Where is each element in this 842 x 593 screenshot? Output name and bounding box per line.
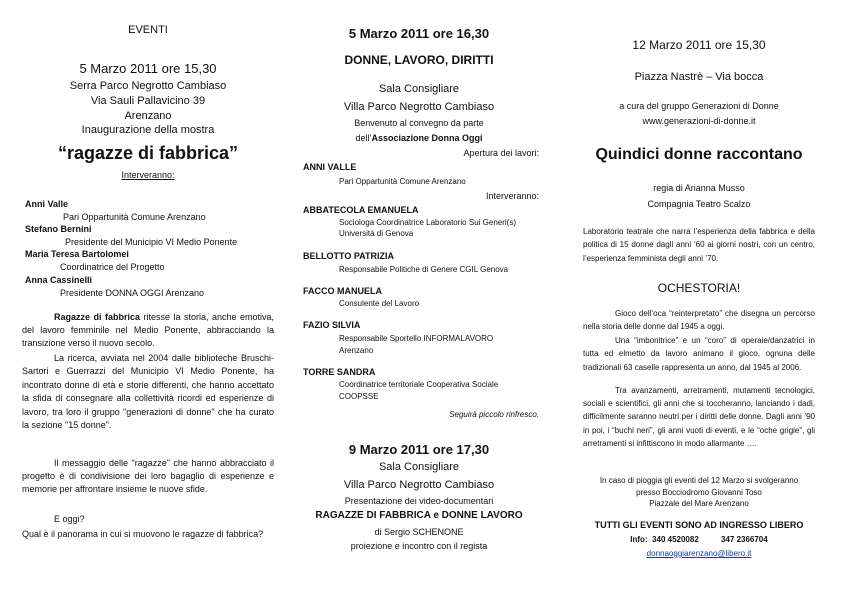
speaker-name: Anni Valle (25, 199, 69, 209)
speaker-role: Sociologa Coordinatrice Laboratorio Sui Generi(s) (339, 218, 516, 227)
column-spettacolo (583, 0, 815, 593)
exhibition-title: “ragazze di fabbrica” (57, 143, 239, 163)
event2-villa: Villa Parco Negrotto Cambiaso (343, 101, 495, 113)
speaker-affiliation: COOPSSE (339, 392, 379, 401)
video-titles: RAGAZZE DI FABBRICA e DONNE LAVORO (315, 510, 523, 521)
speaker-role: Responsabile Sportello INFORMALAVORO (339, 334, 494, 343)
question-line: E oggi? (54, 514, 85, 524)
speaker-role: Presidente DONNA OGGI Arenzano (60, 288, 205, 298)
speaker-role: Coordinatrice territoriale Cooperativa Sociale (339, 380, 499, 389)
video-screening: proiezione e incontro con il regista (350, 541, 488, 551)
opening-role: Pari Oppartunità Comune Arenzano (339, 177, 466, 186)
speaker-role: Coordinatrice del Progetto (60, 262, 165, 272)
speaker-affiliation: Arenzano (339, 346, 374, 355)
speaker-name: ABBATECOLA EMANUELA (303, 205, 419, 215)
speaker-name: Anna Cassinelli (25, 275, 93, 285)
event1-inauguration: Inaugurazione della mostra (81, 124, 215, 136)
speaker-role: Consulente del Lavoro (339, 299, 420, 308)
event1-city: Arenzano (124, 110, 172, 122)
opening-name: ANNI VALLE (303, 162, 357, 172)
speaker-role: Responsabile Politiche di Genere CGIL Genova (339, 265, 509, 274)
eventi-heading: EVENTI (128, 24, 168, 36)
welcome-line: Benvenuto al convegno da parte (354, 118, 484, 128)
event3-villa: Villa Parco Negrotto Cambiaso (343, 479, 495, 491)
video-director: di Sergio SCHENONE (374, 527, 464, 537)
email-link[interactable]: donnaoggiarenzano@libero.it (646, 549, 752, 558)
welcome-association: dell’Associazione Donna Oggi (355, 133, 483, 143)
show-title: Quindici donne raccontano (595, 146, 803, 163)
rain-address: Piazzale del Mare Arenzano (649, 499, 749, 508)
event4-place: Piazza Nastrè – Via bocca (634, 71, 764, 83)
speaker-name: FACCO MANUELA (303, 286, 382, 296)
ochestoria-title: OCHESTORIA! (657, 281, 741, 295)
intro-paragraph: Ragazze di fabbrica ritesse la storia, anche emotiva, del lavoro femminile nel Medio Ponente, abbracciando la transizione verso il nuovo secolo. (22, 312, 274, 348)
video-presentation: Presentazione dei video-documentari (344, 496, 494, 506)
curated-by: a cura del gruppo Generazioni di Donne (619, 101, 779, 111)
refreshment-note: Seguirà piccolo rinfresco. (449, 410, 539, 419)
show-direction: regia di Arianna Musso (653, 183, 745, 193)
game-description: Una “imbonitrice” e un “coro” di operaie/danzatrici in tutta ed elmetto da lavoro animano il gioco, ognuna delle tradizionali 63 caselle rappresenta un anno, dal 1945 al 2006. (583, 336, 815, 372)
event2-hall: Sala Consigliare (378, 83, 460, 95)
speaker-role: Presidente del Municipio VI Medio Ponente (65, 237, 238, 247)
email-row (583, 549, 815, 558)
speaker-name: FAZIO SILVIA (303, 320, 361, 330)
rain-note: In caso di pioggia gli eventi del 12 Marzo si svolgeranno (599, 476, 799, 485)
speaker-name: BELLOTTO PATRIZIA (303, 251, 394, 261)
speaker-name: TORRE SANDRA (303, 367, 376, 377)
website-link[interactable]: www.generazioni-di-donne.it (642, 116, 756, 126)
event1-address: Via Sauli Pallavicino 39 (90, 95, 206, 107)
column-convegno (299, 0, 539, 593)
event2-date: 5 Marzo 2011 ore 16,30 (348, 26, 490, 41)
event3-date: 9 Marzo 2011 ore 17,30 (348, 442, 490, 457)
message-paragraph: Il messaggio delle "ragazze" che hanno abbracciato il progetto è di condivisione dei loro bagaglio di esperienze e memorie per affrontare insieme le nuove sfide. (22, 458, 274, 495)
opening-label: Apertura dei lavori: (463, 148, 539, 158)
speaker-affiliation: Università di Genova (339, 229, 414, 238)
research-paragraph: La ricerca, avviata nel 2004 dalle biblioteche Bruschi-Sartori e Guerrazzi del Municipio VI Medio Ponente, ha incontrato donne di età e storie differenti, che hanno accettato la sfida di consegnare alla collettività ricordi ed esperienze di lavoro, tra loro il gruppo "generazioni di donne" che ha curato la sezione "15 donne". (22, 353, 274, 431)
speaker-role: Pari Oppartunità Comune Arenzano (63, 212, 206, 222)
event1-date: 5 Marzo 2011 ore 15,30 (79, 61, 217, 76)
speaker-name: Stefano Bernini (25, 224, 92, 234)
panorama-paragraph: Qual è il panorama in cui si muovono le ragazze di fabbrica? (22, 529, 264, 539)
event4-date: 12 Marzo 2011 ore 15,30 (632, 38, 766, 52)
event2-title: DONNE, LAVORO, DIRITTI (344, 53, 494, 67)
game-history: Tra avanzamenti, arretramenti, mutamenti tecnologici, sociali e scientifici, gli anni che si toccheranno, lanciando i dadi, difficilmente saranno neutri per i diritti delle donne. Dagli anni ’90 in poi, i “buchi neri”, gli anni vuoti di eventi, e le “oche grigie”, gli arretramenti si infittiscono in modo allarmante …. (583, 386, 815, 448)
speakers-label: Interveranno: (121, 170, 175, 180)
event1-venue: Serra Parco Negrotto Cambiaso (69, 80, 227, 92)
game-intro: Gioco dell’oca “reinterpretato” che disegna un percorso nella storia delle donne dal 1945 a oggi. (583, 309, 815, 331)
info-phones: Info: 340 4520082 347 2366704 (630, 535, 768, 544)
column-eventi (22, 0, 274, 593)
show-company: Compagnia Teatro Scalzo (647, 199, 751, 209)
rain-venue: presso Bocciodromo Giovanni Toso (636, 488, 762, 497)
speakers-label-2: Interveranno: (485, 191, 539, 201)
free-entry: TUTTI GLI EVENTI SONO AD INGRESSO LIBERO (594, 520, 804, 530)
event3-hall: Sala Consigliare (378, 461, 460, 473)
lab-description: Laboratorio teatrale che narra l’esperienza della fabbrica e della politica di 15 donne dagli anni ’60 ai giorni nostri, con un centro, l’esperienza femminista degli anni ’70. (583, 227, 815, 263)
speaker-name: Maria Teresa Bartolomei (25, 249, 129, 259)
